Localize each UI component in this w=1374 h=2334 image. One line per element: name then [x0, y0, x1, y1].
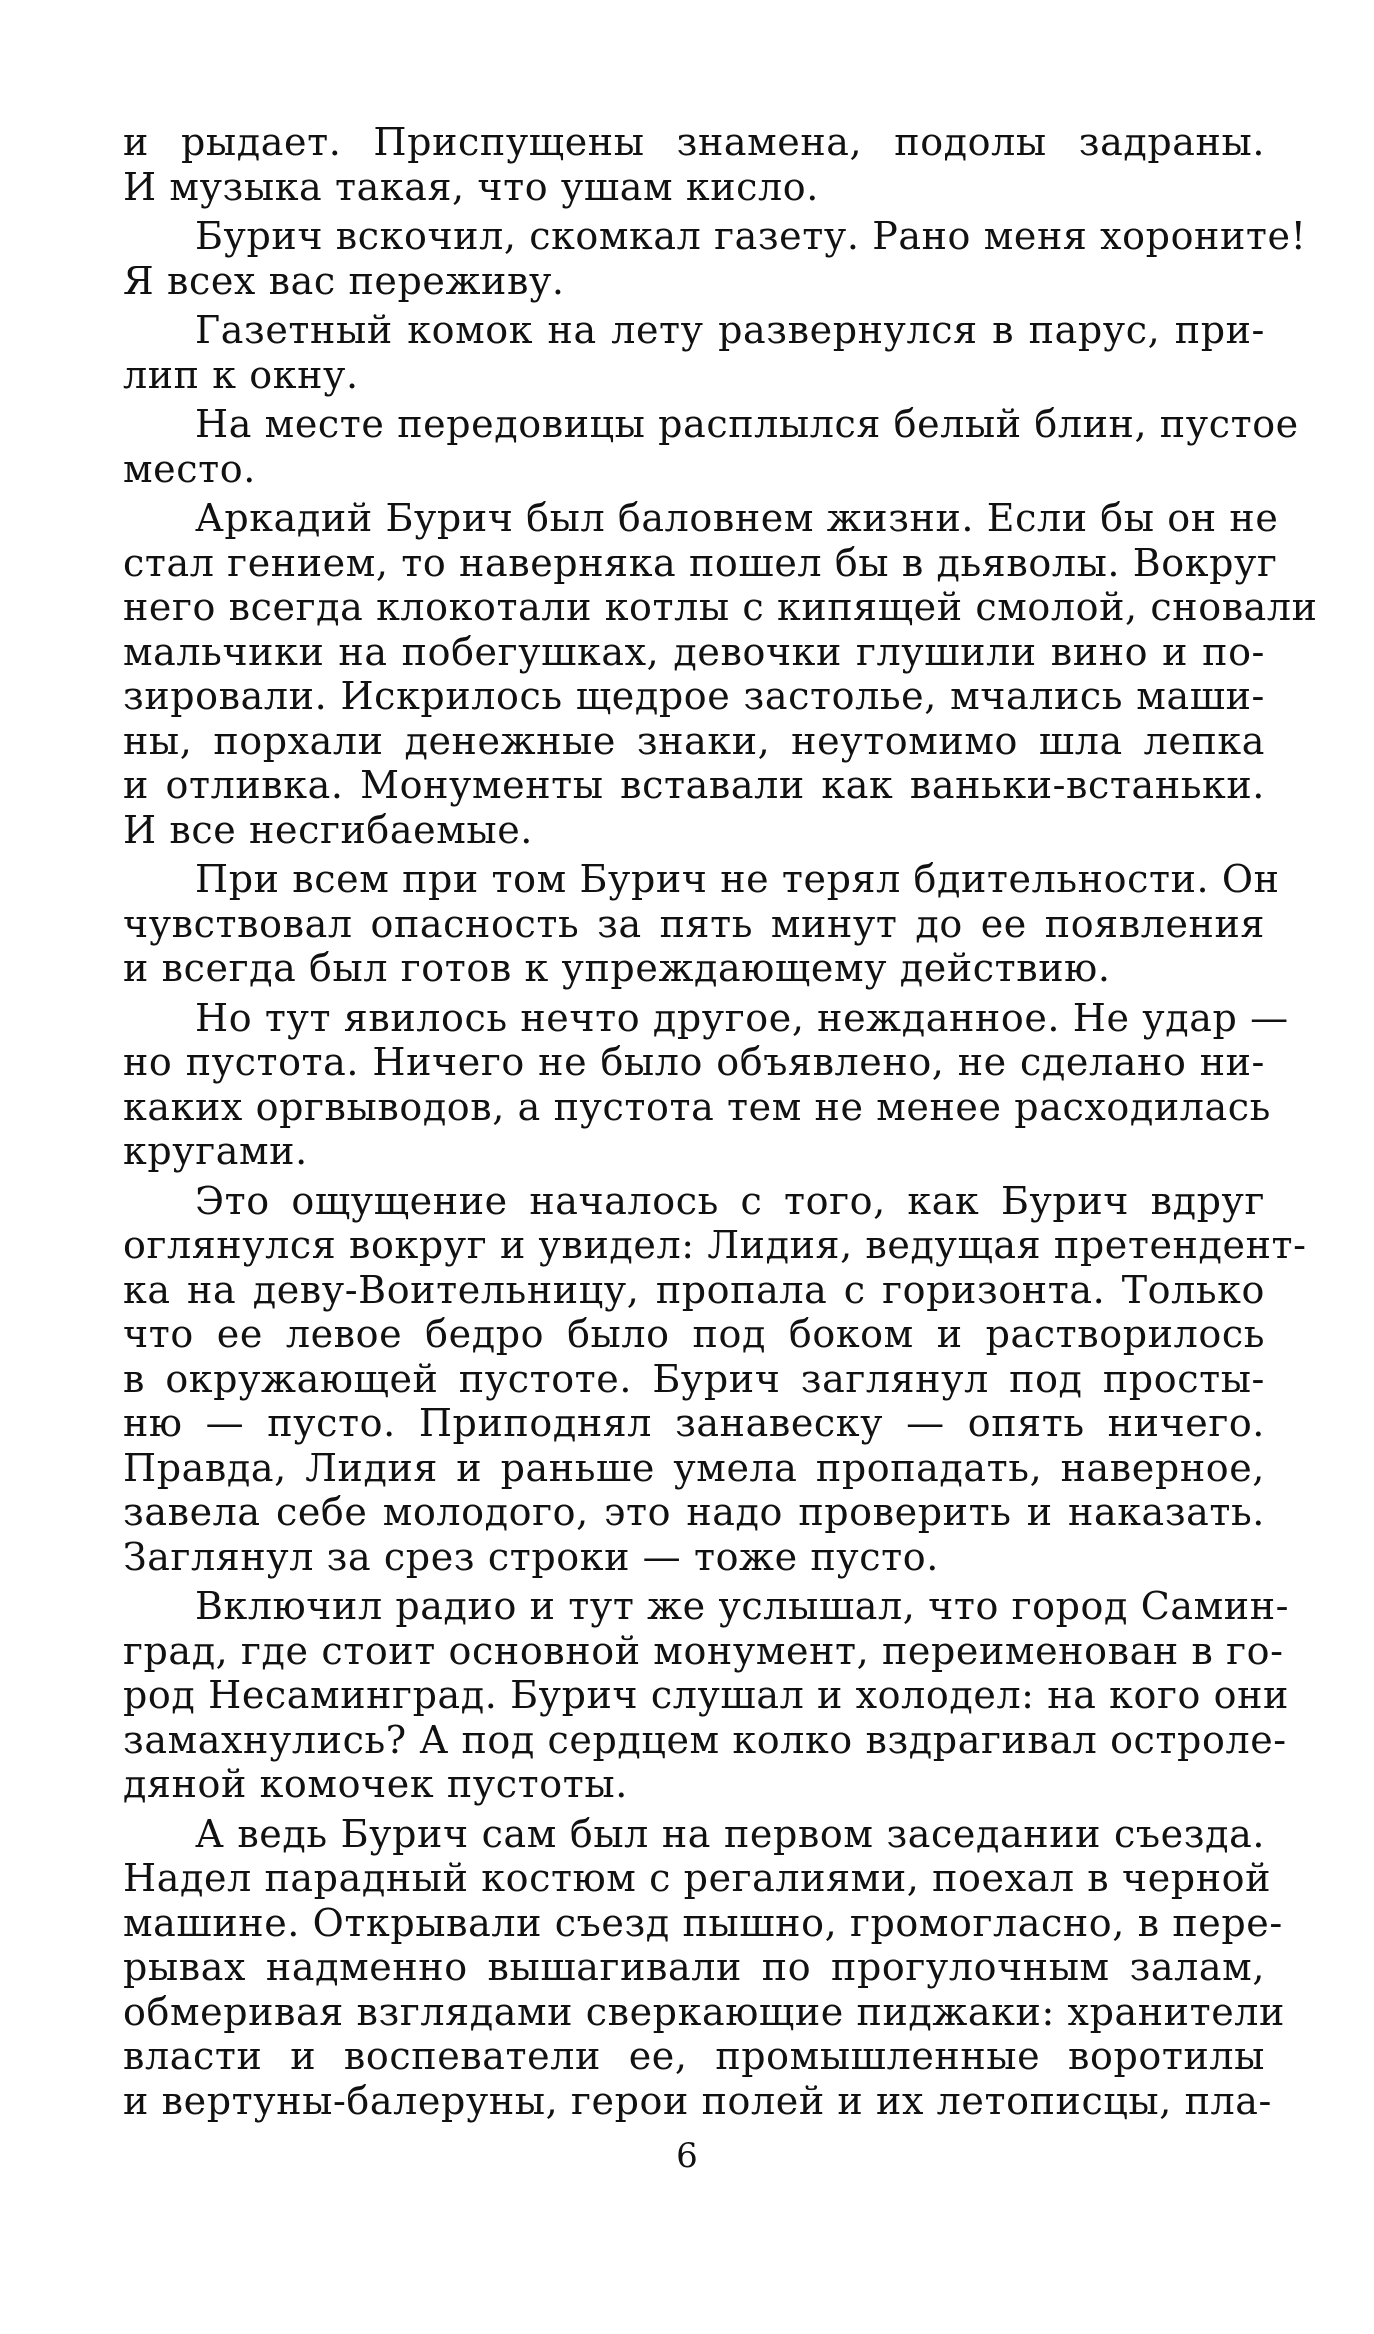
text-line: каких оргвыводов, а пустота тем не менее расходилась [123, 1084, 1271, 1129]
text-line: Надел парадный костюм с регалиями, поехал в черной [123, 1856, 1272, 1900]
text-line: Бурич вскочил, скомкал газету. Рано меня хороните! [195, 214, 1307, 258]
text-line: чувствовал опасность за пять минут до ее появления [123, 901, 1265, 946]
text-line: оглянулся вокруг и увидел: Лидия, ведущая претендент- [123, 1223, 1307, 1267]
text-line: место. [123, 446, 256, 491]
text-line: зировали. Искрилось щедрое застолье, мчались маши- [123, 674, 1265, 718]
text-line: власти и воспеватели ее, промышленные воротилы [123, 2034, 1265, 2078]
text-line: и рыдает. Приспущены знамена, подолы задраны. [123, 120, 1265, 164]
paragraph [123, 402, 1299, 491]
paragraph [123, 496, 1318, 852]
paragraph [123, 995, 1289, 1174]
text-line: И все несгибаемые. [123, 807, 533, 852]
text-line: И музыка такая, что ушам кисло. [123, 164, 819, 209]
text-line: мальчики на побегушках, девочки глушили вино и по- [123, 629, 1265, 674]
paragraph [123, 308, 1265, 397]
text-line: На месте передовицы расплылся белый блин, пустое [195, 402, 1299, 446]
text-line: А ведь Бурич сам был на первом заседании съезда. [195, 1811, 1265, 1856]
page-number: 6 [676, 2136, 698, 2176]
text-line: Газетный комок на лету развернулся в парус, при- [195, 308, 1265, 352]
text-line: ны, порхали денежные знаки, неутомимо шла лепка [123, 718, 1265, 763]
text-line: ню — пусто. Приподнял занавеску — опять ничего. [123, 1401, 1265, 1445]
text-line: Я всех вас переживу. [123, 258, 565, 303]
text-line: и отливка. Монументы вставали как ваньки-встаньки. [123, 763, 1265, 807]
text-line: машине. Открывали съезд пышно, громогласно, в пере- [123, 1900, 1283, 1945]
paragraph [123, 857, 1280, 991]
text-line: Аркадий Бурич был баловнем жизни. Если бы он не [195, 496, 1279, 540]
text-line: завела себе молодого, это надо проверить и наказать. [123, 1490, 1265, 1534]
text-line: него всегда клокотали котлы с кипящей смолой, сновали [123, 585, 1318, 629]
text-line: замахнулись? А под сердцем колко вздрагивал остроле- [123, 1717, 1287, 1762]
text-line: род Несаминград. Бурич слушал и холодел: на кого они [123, 1673, 1289, 1717]
text-line: дяной комочек пустоты. [123, 1762, 628, 1806]
text-line: Включил радио и тут же услышал, что город Самин- [195, 1584, 1290, 1628]
text-line: лип к окну. [123, 352, 359, 397]
paragraph [123, 214, 1307, 303]
text-line: и вертуны-балеруны, герои полей и их летописцы, пла- [123, 2078, 1272, 2123]
page-text [123, 120, 1318, 2128]
text-line: Правда, Лидия и раньше умела пропадать, наверное, [123, 1445, 1265, 1490]
text-line: что ее левое бедро было под боком и растворилось [123, 1312, 1265, 1356]
text-line: Заглянул за срез строки — тоже пусто. [123, 1534, 939, 1579]
text-line: стал гением, то наверняка пошел бы в дьяволы. Вокруг [123, 540, 1278, 585]
text-line: и всегда был готов к упреждающему действию. [123, 946, 1111, 990]
paragraph [123, 120, 1265, 209]
text-line: обмеривая взглядами сверкающие пиджаки: хранители [123, 1989, 1285, 2034]
text-line: рывах надменно вышагивали по прогулочным залам, [123, 1945, 1265, 1989]
text-line: Но тут явилось нечто другое, нежданное. Не удар — [195, 995, 1289, 1040]
text-line: При всем при том Бурич не терял бдительности. Он [195, 857, 1280, 901]
text-line: но пустота. Ничего не было объявлено, не сделано ни- [123, 1040, 1265, 1084]
text-line: град, где стоит основной монумент, переименован в го- [123, 1628, 1284, 1673]
text-line: в окружающей пустоте. Бурич заглянул под просты- [123, 1356, 1265, 1401]
text-line: Это ощущение началось с того, как Бурич вдруг [195, 1178, 1265, 1223]
paragraph [123, 1584, 1290, 1807]
paragraph [123, 1178, 1307, 1580]
paragraph [123, 1811, 1285, 2124]
text-line: ка на деву-Воительницу, пропала с горизонта. Только [123, 1267, 1265, 1312]
text-line: кругами. [123, 1129, 308, 1173]
